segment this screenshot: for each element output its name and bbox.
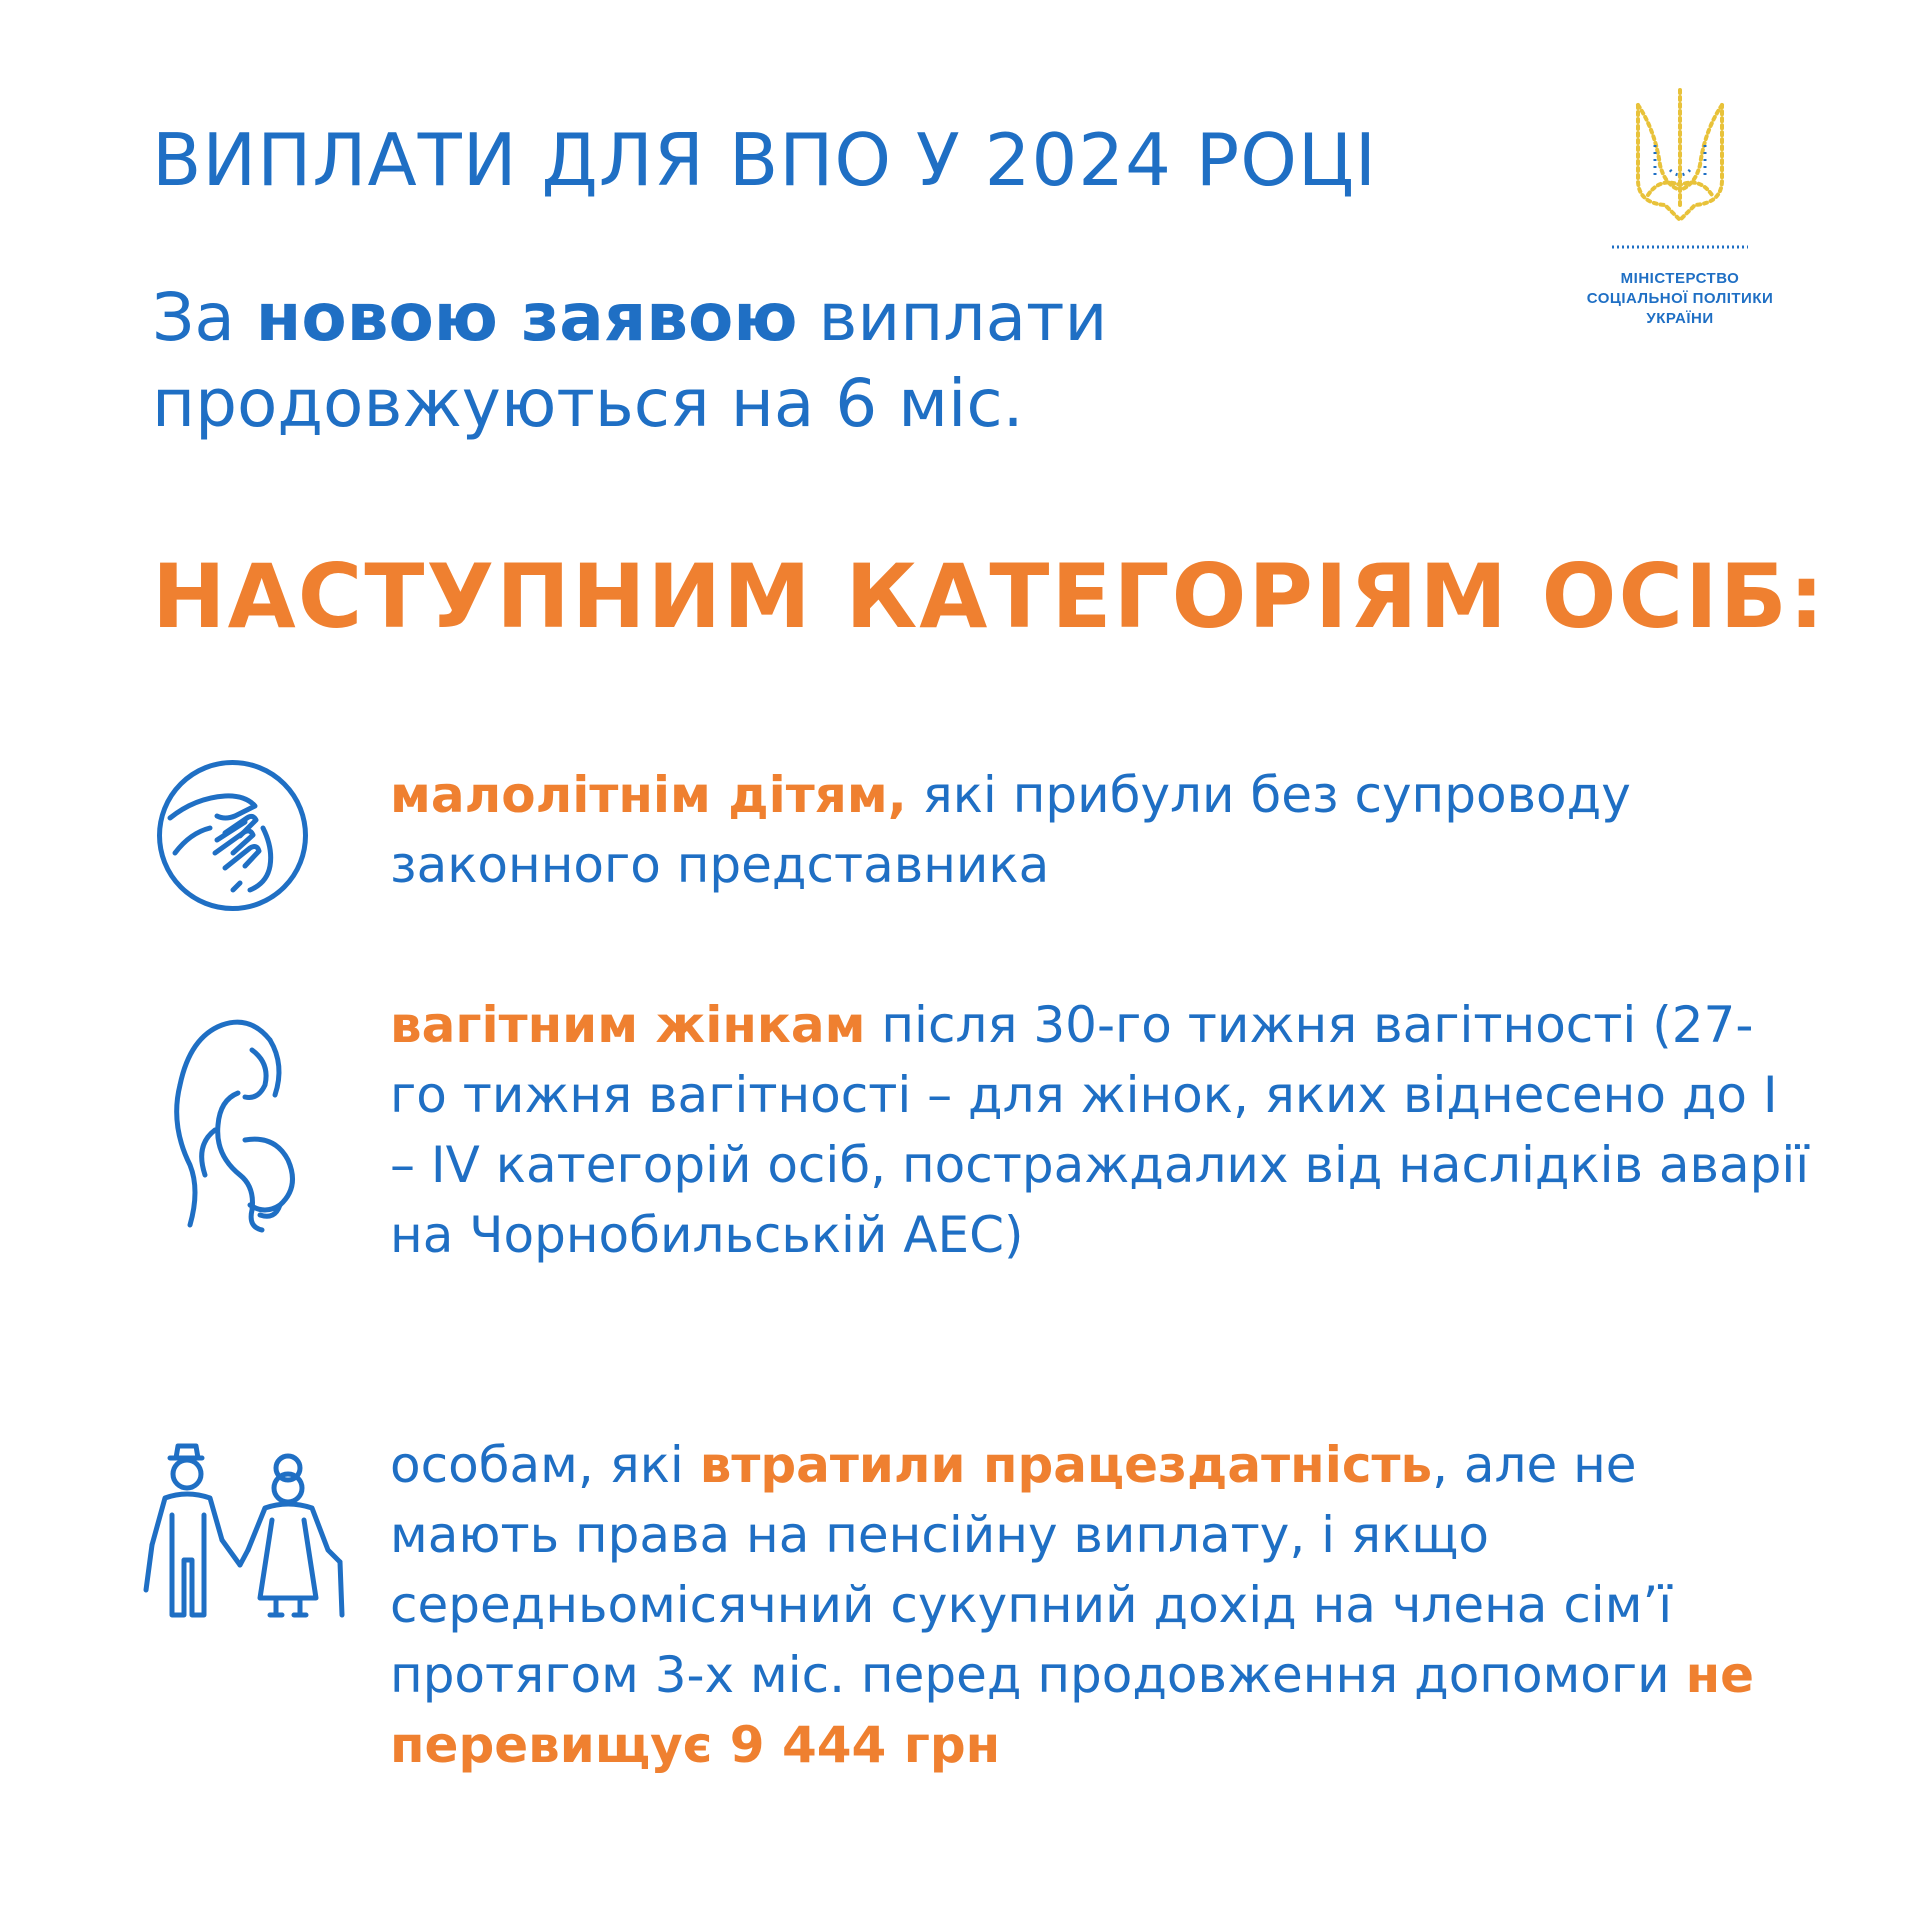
category-item-pregnant	[390, 990, 1810, 1270]
category-item-disabled	[390, 1430, 1810, 1780]
lead-bold: новою заявою	[255, 279, 798, 356]
logo-line-1: МІНІСТЕРСТВО	[1620, 270, 1740, 287]
lead-prefix: За	[152, 279, 256, 356]
item-2-bold: вагітним жінкам	[390, 996, 866, 1054]
ministry-logo	[1540, 85, 1820, 345]
hands-circle-icon	[155, 758, 310, 913]
trident-icon	[1620, 85, 1740, 235]
item-1-text: які прибули без супроводу законного представника	[390, 766, 1631, 894]
logo-divider	[1610, 243, 1750, 251]
categories-heading: НАСТУПНИМ КАТЕГОРІЯМ ОСІБ:	[152, 545, 1827, 648]
pregnant-woman-icon	[160, 1015, 305, 1245]
category-item-children	[390, 760, 1810, 900]
item-1-bold: малолітнім дітям,	[390, 766, 907, 824]
page-title: ВИПЛАТИ ДЛЯ ВПО У 2024 РОЦІ	[152, 118, 1378, 202]
item-3-text: , але не мають права на пенсійну виплату, і якщо середньомісячний сукупний дохід на члена сім’ї протягом 3-х міс. перед продовження допомоги	[390, 1436, 1686, 1704]
item-3-bold: втратили працездатність	[699, 1436, 1433, 1494]
item-3-pre: особам, які	[390, 1436, 700, 1494]
item-3-bold-2: не перевищує 9 444 грн	[390, 1646, 1755, 1774]
lead-suffix: виплати продовжуються на 6 міс.	[152, 279, 1108, 442]
item-2-text: після 30-го тижня вагітності (27-го тижня вагітності – для жінок, яких віднесено до I – IV категорій осіб, постраждалих від наслідків аварії на Чорнобильській АЕС)	[390, 996, 1810, 1264]
logo-line-3: УКРАЇНИ	[1646, 310, 1714, 327]
elderly-couple-icon	[140, 1440, 350, 1625]
lead-paragraph	[152, 275, 1352, 447]
logo-line-2: СОЦІАЛЬНОЇ ПОЛІТИКИ	[1586, 290, 1774, 307]
